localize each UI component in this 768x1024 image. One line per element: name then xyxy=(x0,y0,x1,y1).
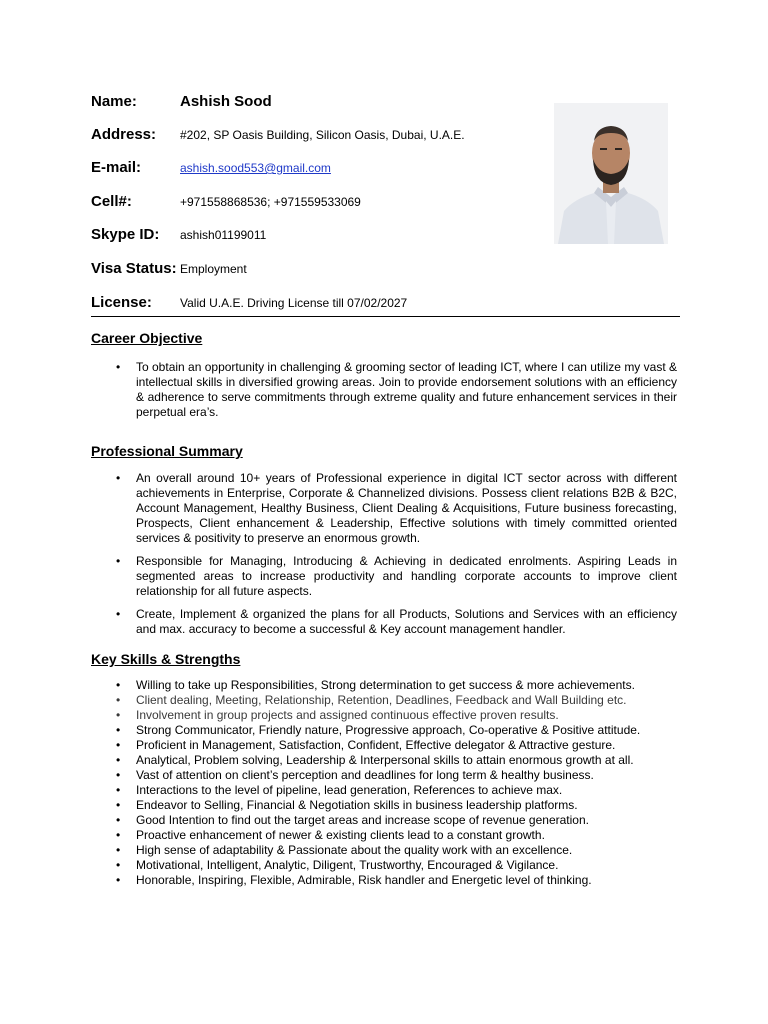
skill-text: Strong Communicator, Friendly nature, Progressive approach, Co-operative & Positive attitude. xyxy=(136,723,641,737)
bullet-icon: • xyxy=(116,798,121,812)
skill-text: Analytical, Problem solving, Leadership & Interpersonal skills to attain enormous growth at all. xyxy=(136,753,634,767)
professional-summary-heading: Professional Summary xyxy=(91,443,243,459)
skill-text: Motivational, Intelligent, Analytic, Diligent, Trustworthy, Encouraged & Vigilance. xyxy=(136,858,559,872)
list-item xyxy=(0,693,677,708)
list-item xyxy=(0,843,677,858)
list-item xyxy=(0,738,677,753)
summary-text: Create, Implement & organized the plans for all Products, Solutions and Services with an efficiency and max. accuracy to become a successful & Key account management handler. xyxy=(136,607,677,636)
bullet-icon: • xyxy=(116,693,121,707)
name-row xyxy=(91,93,551,115)
cell-value: +971558868536; +971559533069 xyxy=(180,195,361,209)
cell-row xyxy=(91,193,551,215)
skype-value: ashish01199011 xyxy=(180,228,267,242)
bullet-icon: • xyxy=(116,471,121,485)
license-label: License: xyxy=(91,294,152,311)
profile-photo xyxy=(554,103,668,244)
visa-value: Employment xyxy=(180,262,247,276)
skill-text: Proactive enhancement of newer & existing clients lead to a constant growth. xyxy=(136,828,545,842)
bullet-icon: • xyxy=(116,768,121,782)
name-value: Ashish Sood xyxy=(180,93,272,110)
list-item xyxy=(0,768,677,783)
bullet-icon: • xyxy=(116,554,121,568)
bullet-icon: • xyxy=(116,360,121,374)
list-item xyxy=(0,360,677,420)
summary-text: Responsible for Managing, Introducing & Achieving in dedicated enrolments. Aspiring Leads in segmented areas to increase productivity and handling corporate accounts to improve client relationship for all future aspects. xyxy=(136,554,677,598)
career-objective-text: To obtain an opportunity in challenging & grooming sector of leading ICT, where I can utilize my vast & intellectual skills in diversified growing areas. Join to provide endorsement solutions with an efficiency & adherence to serve commitments through extreme quality and future enhancement services in their perpetual era’s. xyxy=(136,360,677,419)
key-skills-heading: Key Skills & Strengths xyxy=(91,651,241,667)
bullet-icon: • xyxy=(116,738,121,752)
list-item xyxy=(0,873,677,888)
skill-text: Proficient in Management, Satisfaction, Confident, Effective delegator & Attractive gesture. xyxy=(136,738,616,752)
bullet-icon: • xyxy=(116,813,121,827)
skill-text: Willing to take up Responsibilities, Strong determination to get success & more achievements. xyxy=(136,678,635,692)
summary-text: An overall around 10+ years of Professional experience in digital ICT sector across with different achievements in Enterprise, Corporate & Channelized divisions. Possess client relations B2B & B2C, Account Management, Healthy Business, Client Dealing & Acquisitions, Future business forecasting, Prospects, Client enhancement & Leadership, Effective solutions with timely committed oriented services & positivity to preserve an enormous growth. xyxy=(136,471,677,545)
list-item xyxy=(0,813,677,828)
list-item xyxy=(0,678,677,693)
bullet-icon: • xyxy=(116,873,121,887)
key-skills-list xyxy=(0,678,768,888)
email-row xyxy=(91,159,551,181)
name-label: Name: xyxy=(91,93,137,110)
cell-label: Cell#: xyxy=(91,193,132,210)
list-item xyxy=(0,798,677,813)
bullet-icon: • xyxy=(116,723,121,737)
list-item xyxy=(0,783,677,798)
license-row xyxy=(91,294,551,316)
bullet-icon: • xyxy=(116,843,121,857)
skill-text: Good Intention to find out the target areas and increase scope of revenue generation. xyxy=(136,813,589,827)
skill-text: Client dealing, Meeting, Relationship, Retention, Deadlines, Feedback and Wall Building etc. xyxy=(136,693,627,707)
bullet-icon: • xyxy=(116,828,121,842)
skill-text: High sense of adaptability & Passionate about the quality work with an excellence. xyxy=(136,843,573,857)
professional-summary-list xyxy=(0,471,768,645)
career-objective-heading: Career Objective xyxy=(91,330,203,346)
address-value: #202, SP Oasis Building, Silicon Oasis, Dubai, U.A.E. xyxy=(180,128,465,142)
email-link[interactable]: ashish.sood553@gmail.com xyxy=(180,161,331,175)
list-item xyxy=(0,708,677,723)
email-label: E-mail: xyxy=(91,159,142,176)
profile-photo-illustration xyxy=(554,103,668,244)
list-item xyxy=(0,723,677,738)
bullet-icon: • xyxy=(116,678,121,692)
bullet-icon: • xyxy=(116,708,121,722)
skill-text: Endeavor to Selling, Financial & Negotiation skills in business leadership platforms. xyxy=(136,798,578,812)
list-item xyxy=(0,471,677,546)
address-row xyxy=(91,126,551,148)
list-item xyxy=(0,554,677,599)
address-label: Address: xyxy=(91,126,157,143)
skype-label: Skype ID: xyxy=(91,226,160,243)
skill-text: Honorable, Inspiring, Flexible, Admirable, Risk handler and Energetic level of thinking. xyxy=(136,873,592,887)
bullet-icon: • xyxy=(116,783,121,797)
skill-text: Involvement in group projects and assigned continuous effective proven results. xyxy=(136,708,559,722)
list-item xyxy=(0,828,677,843)
list-item xyxy=(0,607,677,637)
license-value: Valid U.A.E. Driving License till 07/02/2027 xyxy=(180,296,408,310)
list-item xyxy=(0,753,677,768)
skype-row xyxy=(91,226,551,248)
bullet-icon: • xyxy=(116,753,121,767)
bullet-icon: • xyxy=(116,858,121,872)
visa-row xyxy=(91,260,551,282)
visa-label: Visa Status: xyxy=(91,260,177,277)
skill-text: Interactions to the level of pipeline, lead generation, References to achieve max. xyxy=(136,783,563,797)
skill-text: Vast of attention on client’s perception and deadlines for long term & healthy business. xyxy=(136,768,594,782)
career-objective-list xyxy=(0,360,768,420)
header-divider xyxy=(91,316,680,317)
bullet-icon: • xyxy=(116,607,121,621)
list-item xyxy=(0,858,677,873)
